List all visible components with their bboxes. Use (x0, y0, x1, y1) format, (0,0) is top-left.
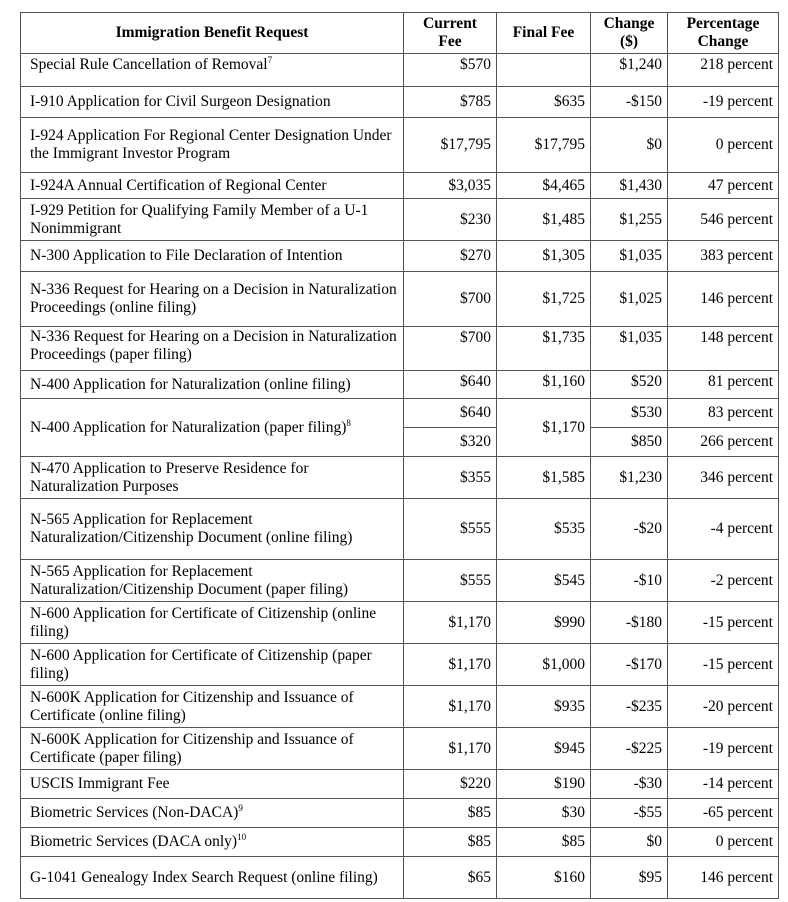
change-amount: $1,430 (591, 173, 668, 199)
footnote-ref: 10 (237, 831, 247, 842)
final-fee: $1,160 (497, 371, 591, 399)
current-fee: $1,170 (404, 644, 497, 686)
final-fee: $160 (497, 857, 591, 899)
change-amount: $0 (591, 118, 668, 173)
request-name: I-924A Annual Certification of Regional Center (21, 173, 404, 199)
change-amount: -$180 (591, 602, 668, 644)
request-name: N-400 Application for Naturalization (online filing) (21, 371, 404, 399)
request-name: N-600 Application for Certificate of Citizenship (online filing) (21, 602, 404, 644)
percentage-change: -15 percent (668, 602, 779, 644)
request-name: N-565 Application for Replacement Naturalization/Citizenship Document (paper filing) (21, 560, 404, 602)
table-row (21, 857, 779, 899)
table-row (21, 173, 779, 199)
final-fee: $935 (497, 686, 591, 728)
final-fee: $1,305 (497, 241, 591, 272)
percentage-change: -14 percent (668, 770, 779, 799)
current-fee: $1,170 (404, 686, 497, 728)
request-name: N-400 Application for Naturalization (paper filing)$^8$ (21, 399, 404, 457)
percentage-change: -65 percent (668, 799, 779, 828)
current-fee: $320 (404, 428, 497, 457)
request-name: N-600 Application for Certificate of Citizenship (paper filing) (21, 644, 404, 686)
final-fee: $1,000 (497, 644, 591, 686)
current-fee: $85 (404, 799, 497, 828)
table-row (21, 499, 779, 560)
change-amount: -$235 (591, 686, 668, 728)
current-fee: $230 (404, 199, 497, 241)
percentage-change: 81 percent (668, 371, 779, 399)
header-final-fee: Final Fee (497, 13, 591, 54)
percentage-change: -15 percent (668, 644, 779, 686)
table-row (21, 87, 779, 118)
change-amount: -$170 (591, 644, 668, 686)
footnote-ref: 9 (238, 802, 243, 813)
percentage-change: 83 percent (668, 399, 779, 428)
current-fee: $355 (404, 457, 497, 499)
table-row (21, 457, 779, 499)
request-name: I-929 Petition for Qualifying Family Member of a U-1 Nonimmigrant (21, 199, 404, 241)
request-name: I-910 Application for Civil Surgeon Designation (21, 87, 404, 118)
current-fee: $65 (404, 857, 497, 899)
change-amount: -$225 (591, 728, 668, 770)
final-fee: $4,465 (497, 173, 591, 199)
table-row (21, 644, 779, 686)
table-row (21, 686, 779, 728)
percentage-change: 218 percent (668, 54, 779, 87)
final-fee: $1,725 (497, 272, 591, 327)
percentage-change: 0 percent (668, 828, 779, 857)
change-amount: $1,255 (591, 199, 668, 241)
percentage-change: 266 percent (668, 428, 779, 457)
header-request: Immigration Benefit Request (21, 13, 404, 54)
current-fee: $785 (404, 87, 497, 118)
percentage-change: -19 percent (668, 87, 779, 118)
percentage-change: -2 percent (668, 560, 779, 602)
table-row (21, 399, 779, 428)
request-name: N-300 Application to File Declaration of Intention (21, 241, 404, 272)
request-name: N-336 Request for Hearing on a Decision in Naturalization Proceedings (online filing) (21, 272, 404, 327)
footnote-ref: 7 (267, 54, 273, 65)
current-fee: $1,170 (404, 728, 497, 770)
final-fee: $30 (497, 799, 591, 828)
request-name: I-924 Application For Regional Center Designation Under the Immigrant Investor Program (21, 118, 404, 173)
request-name: N-600K Application for Citizenship and Issuance of Certificate (paper filing) (21, 728, 404, 770)
request-name: G-1041 Genealogy Index Search Request (online filing) (21, 857, 404, 899)
table-row (21, 54, 779, 87)
percentage-change: -20 percent (668, 686, 779, 728)
change-amount: -$55 (591, 799, 668, 828)
current-fee: $640 (404, 399, 497, 428)
percentage-change: -4 percent (668, 499, 779, 560)
change-amount: $520 (591, 371, 668, 399)
header-current-fee: Current Fee (404, 13, 497, 54)
percentage-change: 146 percent (668, 857, 779, 899)
change-amount: $1,230 (591, 457, 668, 499)
request-name: Special Rule Cancellation of Removal$^7$ (21, 54, 404, 87)
final-fee: $535 (497, 499, 591, 560)
table-row (21, 272, 779, 327)
final-fee: $545 (497, 560, 591, 602)
final-fee: $17,795 (497, 118, 591, 173)
change-amount: $1,240 (591, 54, 668, 87)
percentage-change: 383 percent (668, 241, 779, 272)
change-amount: -$150 (591, 87, 668, 118)
table-row (21, 199, 779, 241)
table-row (21, 327, 779, 371)
table-row (21, 371, 779, 399)
change-amount: $95 (591, 857, 668, 899)
current-fee: $3,035 (404, 173, 497, 199)
request-name: N-600K Application for Citizenship and Issuance of Certificate (online filing) (21, 686, 404, 728)
table-row (21, 602, 779, 644)
table-row (21, 770, 779, 799)
percentage-change: 146 percent (668, 272, 779, 327)
current-fee: $85 (404, 828, 497, 857)
final-fee: $190 (497, 770, 591, 799)
footnote-ref: 8 (346, 417, 351, 428)
request-name: N-565 Application for Replacement Naturalization/Citizenship Document (online filing) (21, 499, 404, 560)
change-amount: $1,035 (591, 327, 668, 371)
final-fee: $1,735 (497, 327, 591, 371)
current-fee: $220 (404, 770, 497, 799)
change-amount: $530 (591, 399, 668, 428)
percentage-change: 47 percent (668, 173, 779, 199)
current-fee: $555 (404, 560, 497, 602)
current-fee: $570 (404, 54, 497, 87)
change-amount: $850 (591, 428, 668, 457)
current-fee: $555 (404, 499, 497, 560)
table-row (21, 828, 779, 857)
final-fee: $945 (497, 728, 591, 770)
request-name: USCIS Immigrant Fee (21, 770, 404, 799)
current-fee: $700 (404, 272, 497, 327)
final-fee: $85 (497, 828, 591, 857)
percentage-change: -19 percent (668, 728, 779, 770)
table-row (21, 560, 779, 602)
table-row (21, 241, 779, 272)
final-fee: $1,585 (497, 457, 591, 499)
request-name: N-336 Request for Hearing on a Decision in Naturalization Proceedings (paper filing) (21, 327, 404, 371)
percentage-change: 346 percent (668, 457, 779, 499)
change-amount: -$30 (591, 770, 668, 799)
change-amount: -$20 (591, 499, 668, 560)
percentage-change: 546 percent (668, 199, 779, 241)
fee-table (20, 12, 779, 899)
table-row (21, 728, 779, 770)
current-fee: $17,795 (404, 118, 497, 173)
current-fee: $270 (404, 241, 497, 272)
final-fee (497, 54, 591, 87)
final-fee: $1,170 (497, 399, 591, 457)
percentage-change: 148 percent (668, 327, 779, 371)
table-row (21, 118, 779, 173)
table-row (21, 799, 779, 828)
header-change: Change ($) (591, 13, 668, 54)
final-fee: $990 (497, 602, 591, 644)
current-fee: $640 (404, 371, 497, 399)
final-fee: $635 (497, 87, 591, 118)
request-name: Biometric Services (DACA only)$^{10}$ (21, 828, 404, 857)
request-name: N-470 Application to Preserve Residence for Naturalization Purposes (21, 457, 404, 499)
request-name: Biometric Services (Non-DACA)$^9$ (21, 799, 404, 828)
change-amount: -$10 (591, 560, 668, 602)
header-row (21, 13, 779, 54)
change-amount: $1,035 (591, 241, 668, 272)
current-fee: $1,170 (404, 602, 497, 644)
percentage-change: 0 percent (668, 118, 779, 173)
final-fee: $1,485 (497, 199, 591, 241)
change-amount: $1,025 (591, 272, 668, 327)
header-percentage-change: Percentage Change (668, 13, 779, 54)
change-amount: $0 (591, 828, 668, 857)
current-fee: $700 (404, 327, 497, 371)
